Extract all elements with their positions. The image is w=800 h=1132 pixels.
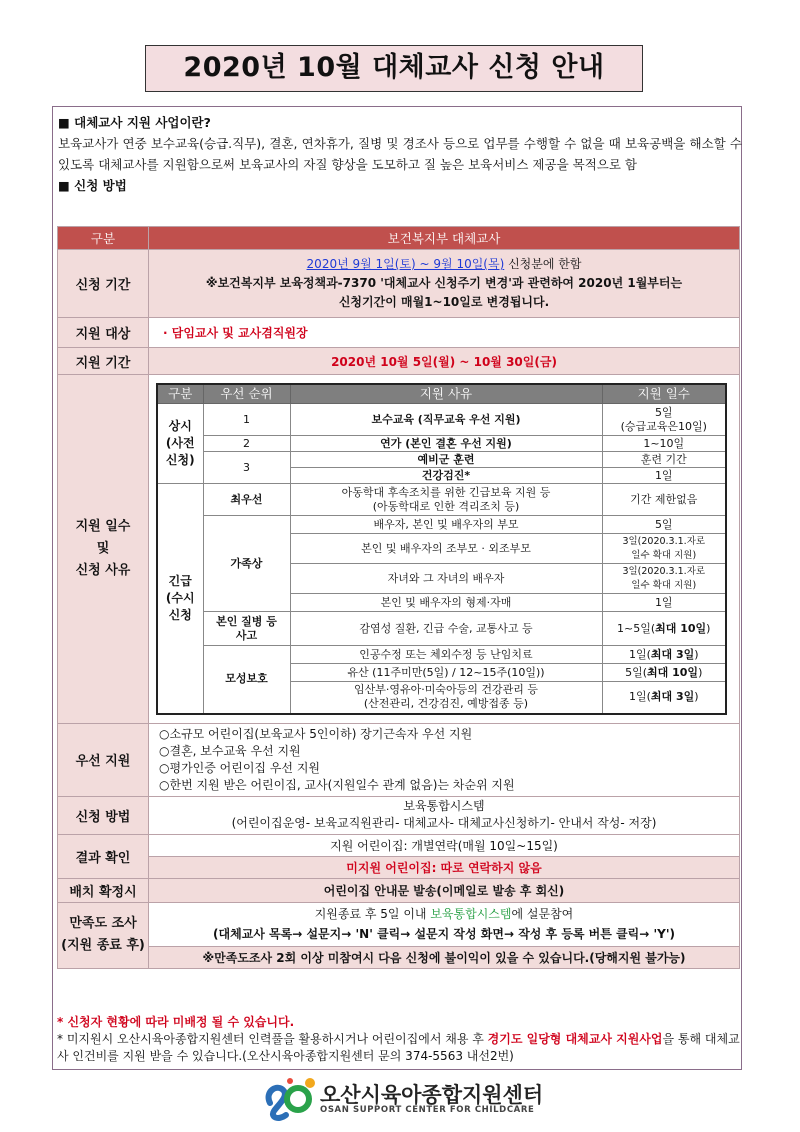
regular-line3: 신청) — [165, 453, 195, 467]
r1-days-line2: (승급교육은10일) — [620, 419, 707, 433]
f3-days-line1: 3일(2020.3.1.자로 — [622, 565, 706, 577]
m3-days-a: 1일( — [628, 690, 651, 704]
urgent-line1: 긴급 — [168, 573, 192, 588]
result-line2: 미지원 어린이집: 따로 연락하지 않음 — [149, 856, 740, 878]
days-label-line2: 및 — [96, 540, 110, 556]
r1-days-line1: 5일 — [654, 405, 673, 419]
survey-label-line2: (지원 종료 후) — [61, 938, 145, 953]
urgent-category — [157, 484, 203, 714]
target-value: · 담임교사 및 교사겸직원장 — [149, 318, 740, 348]
confirm-label: 배치 확정시 — [58, 878, 149, 902]
maternity-priority: 모성보호 — [203, 646, 290, 714]
top-reason-line2: (아동학대로 인한 격리조치 등) — [372, 499, 520, 513]
footer-note2-a: * 미지원시 오산시육아종합지원센터 인력풀을 활용하시거나 어린이집에서 채용 후 — [57, 1032, 488, 1046]
survey-line2: (대체교사 목록→ 설문지→ 'N' 클릭→ 설문지 작성 화면→ 작성 후 등록 버튼 클릭→ 'Y') — [213, 927, 675, 941]
days-cell — [149, 375, 740, 724]
top-days: 기간 제한없음 — [602, 484, 726, 516]
r3-priority: 3 — [203, 452, 290, 484]
result-line1: 지원 어린이집: 개별연락(매월 10일~15일) — [149, 834, 740, 856]
method-line1: 보육통합시스템 — [403, 799, 485, 813]
inner-header-category: 구분 — [157, 384, 203, 404]
m2-days-c: ) — [698, 665, 703, 679]
header-program: 보건복지부 대체교사 — [149, 227, 740, 250]
priority-item-3: ○평가인증 어린이집 우선 지원 — [159, 760, 321, 775]
survey-line3: ※만족도조사 2회 이상 미참여시 다음 신청에 불이익이 있을 수 있습니다.(당해지원 불가능) — [149, 946, 740, 968]
priority-item-2: ○결혼, 보수교육 우선 지원 — [159, 743, 301, 758]
survey-label — [58, 902, 149, 968]
survey-system-link: 보육통합시스템 — [430, 907, 512, 921]
f2-reason: 본인 및 배우자의 조부모 · 외조부모 — [290, 534, 602, 564]
r3a-days: 훈련 기간 — [602, 452, 726, 468]
f4-days: 1일 — [602, 594, 726, 612]
f1-days: 5일 — [602, 516, 726, 534]
method-label: 신청 방법 — [58, 796, 149, 834]
logo-subtitle: OSAN SUPPORT CENTER FOR CHILDCARE — [320, 1105, 535, 1115]
footer-note2 — [57, 1031, 741, 1065]
m3-days-b: 최대 3일 — [650, 690, 695, 704]
center-logo — [262, 1075, 562, 1121]
m3-reason-line1: 임산부·영유아·미숙아등의 건강관리 등 — [353, 683, 538, 697]
top-reason-line1: 아동학대 후속조치를 위한 긴급보육 지원 등 — [341, 485, 551, 499]
f3-days — [602, 564, 726, 594]
period-cell — [149, 250, 740, 318]
confirm-value: 어린이집 안내문 발송(이메일로 발송 후 회신) — [149, 878, 740, 902]
regular-line2: (사전 — [165, 436, 195, 450]
priority-item-1: ○소규모 어린이집(보육교사 5인이하) 장기근속자 우선 지원 — [159, 726, 473, 741]
m1-days-a: 1일( — [628, 647, 651, 661]
urgent-line3: 신청 — [168, 607, 192, 622]
days-label-line3: 신청 사유 — [75, 562, 131, 578]
footer-notes — [57, 1014, 741, 1065]
intro-body: 보육교사가 연중 보수교육(승급.직무), 결혼, 연차휴가, 질병 및 경조사 등으로 업무를 수행할 수 없을 때 보육공백을 해소할 수 있도록 대체교사를 지원함으로써 보육교사의 자질 향상을 도모하고 질 높은 보육서비스 제공을 목적으로 함 — [58, 136, 742, 172]
period-date-link[interactable]: 2020년 9월 1일(토) ~ 9월 10일(목) — [306, 257, 505, 271]
result-label: 결과 확인 — [58, 834, 149, 878]
inner-header-priority: 우선 순위 — [203, 384, 290, 404]
m2-days-a: 5일( — [625, 665, 648, 679]
m1-days-b: 최대 3일 — [650, 647, 695, 661]
footer-note2-c: 을 통해 대체교사 인건비를 지원 받을 수 있습니다.(오산시육아종합지원센터 문의 374-5563 내선2번) — [57, 1032, 740, 1063]
ill-reason: 감염성 질환, 긴급 수술, 교통사고 등 — [290, 612, 602, 646]
survey-cell — [149, 902, 740, 946]
m1-days-c: ) — [694, 647, 699, 661]
method-cell — [149, 796, 740, 834]
method-heading: ■ 신청 방법 — [58, 178, 127, 193]
priority-item-4: ○한번 지원 받은 어린이집, 교사(지원일수 관계 없음)는 차순위 지원 — [159, 777, 515, 792]
f2-days — [602, 534, 726, 564]
method-line2: (어린이집운영- 보육교직원관리- 대체교사- 대체교사신청하기- 안내서 작성- 저장) — [231, 816, 657, 830]
illness-line1: 본인 질병 등 — [216, 614, 277, 628]
f1-reason: 배우자, 본인 및 배우자의 부모 — [290, 516, 602, 534]
m1-reason: 인공수정 또는 체외수정 등 난임치료 — [290, 646, 602, 664]
support-period-label: 지원 기간 — [58, 348, 149, 375]
inner-header-days: 지원 일수 — [602, 384, 726, 404]
m3-days — [602, 682, 726, 714]
ill-days-b: 최대 10일 — [655, 621, 707, 635]
top-priority: 최우선 — [203, 484, 290, 516]
illness-priority — [203, 612, 290, 646]
regular-category — [157, 404, 203, 484]
r3b-days: 1일 — [602, 468, 726, 484]
days-label-line1: 지원 일수 — [75, 518, 131, 534]
r2-priority: 2 — [203, 436, 290, 452]
illness-line2: 사고 — [235, 628, 258, 642]
r3a-reason: 예비군 훈련 — [290, 452, 602, 468]
f4-reason: 본인 및 배우자의 형제·자매 — [290, 594, 602, 612]
target-label: 지원 대상 — [58, 318, 149, 348]
m3-reason-line2: (산전관리, 건강검진, 예방접종 등) — [363, 697, 529, 711]
regular-line1: 상시 — [168, 419, 192, 433]
f3-days-line2: 일수 확대 지원) — [631, 579, 697, 591]
m3-days-c: ) — [694, 690, 699, 704]
r2-reason: 연가 (본인 결혼 우선 지원) — [290, 436, 602, 452]
ill-days-a: 1~5일( — [617, 621, 656, 635]
period-label: 신청 기간 — [58, 250, 149, 318]
header-category: 구분 — [58, 227, 149, 250]
survey-line1-c: 에 설문참여 — [511, 907, 574, 921]
r1-priority: 1 — [203, 404, 290, 436]
survey-line1-a: 지원종료 후 5일 이내 — [314, 907, 431, 921]
f2-days-line2: 일수 확대 지원) — [631, 549, 697, 561]
m3-reason — [290, 682, 602, 714]
f3-reason: 자녀와 그 자녀의 배우자 — [290, 564, 602, 594]
priority-label: 우선 지원 — [58, 723, 149, 796]
ill-days-c: ) — [706, 621, 711, 635]
period-note1: ※보건복지부 보육정책과-7370 '대체교사 신청주기 변경'과 관련하여 2020년 1월부터는 — [205, 276, 683, 290]
m1-days — [602, 646, 726, 664]
top-reason — [290, 484, 602, 516]
r1-reason: 보수교육 (직무교육 우선 지원) — [290, 404, 602, 436]
r1-days — [602, 404, 726, 436]
r2-days: 1~10일 — [602, 436, 726, 452]
period-note2: 신청기간이 매월1~10일로 변경됩니다. — [338, 295, 550, 309]
intro-heading: ■ 대체교사 지원 사업이란? — [58, 115, 211, 130]
application-table — [57, 226, 740, 969]
m2-days — [602, 664, 726, 682]
logo-mark-icon — [262, 1075, 318, 1121]
f2-days-line1: 3일(2020.3.1.자로 — [622, 535, 706, 547]
intro-section — [58, 112, 742, 196]
logo-name: 오산시육아종합지원센터 — [320, 1083, 544, 1107]
urgent-line2: (수시 — [165, 590, 195, 605]
priority-cell — [149, 723, 740, 796]
m2-days-b: 최대 10일 — [647, 665, 699, 679]
support-period-value: 2020년 10월 5일(월) ~ 10월 30일(금) — [149, 348, 740, 375]
family-priority: 가족상 — [203, 516, 290, 612]
survey-label-line1: 만족도 조사 — [69, 916, 137, 931]
period-suffix: 신청분에 한함 — [504, 257, 582, 271]
footer-note1: * 신청자 현황에 따라 미배정 될 수 있습니다. — [57, 1015, 295, 1029]
ill-days — [602, 612, 726, 646]
footer-note2-b: 경기도 일당형 대체교사 지원사업 — [487, 1032, 663, 1046]
days-label — [58, 375, 149, 724]
inner-header-reason: 지원 사유 — [290, 384, 602, 404]
page-title: 2020년 10월 대체교사 신청 안내 — [145, 45, 643, 92]
support-days-table — [156, 383, 727, 715]
m2-reason: 유산 (11주미만(5일) / 12~15주(10일)) — [290, 664, 602, 682]
r3b-reason: 건강검진* — [290, 468, 602, 484]
